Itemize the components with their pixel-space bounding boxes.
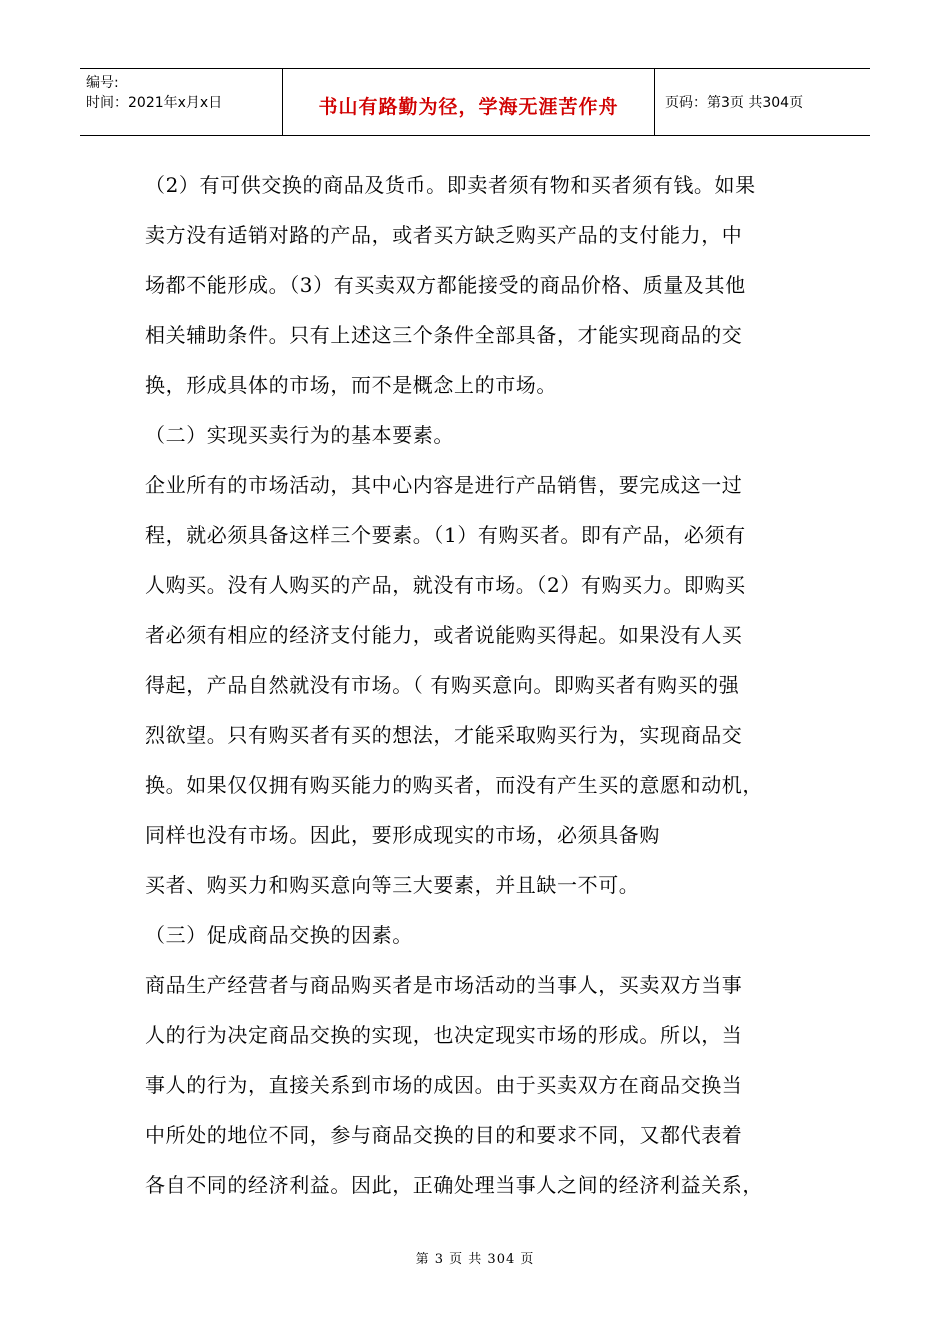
text-line: 程，就必须具备这样三个要素。（1）有购买者。即有产品，必须有: [145, 523, 746, 547]
text-line: 得起，产品自然就没有市场。（ 有购买意向。即购买者有购买的强: [145, 673, 740, 697]
text-line: 场都不能形成。（3）有买卖双方都能接受的商品价格、质量及其他: [145, 273, 746, 297]
text-line: 换，形成具体的市场，而不是概念上的市场。: [145, 373, 557, 397]
text-line: 企业所有的市场活动，其中心内容是进行产品销售，要完成这一过: [145, 473, 743, 497]
text-line: 换。如果仅仅拥有购买能力的购买者，而没有产生买的意愿和动机，: [145, 773, 763, 797]
document-date-label: 时间：2021年x月x日: [86, 95, 223, 111]
page-footer: 第 3 页 共 304 页: [415, 1252, 535, 1267]
header-page-cell: [655, 69, 870, 135]
text-line: 人购买。没有人购买的产品，就没有市场。（2）有购买力。即购买: [145, 573, 746, 597]
text-line: 者必须有相应的经济支付能力，或者说能购买得起。如果没有人买: [145, 623, 743, 647]
text-line: 人的行为决定商品交换的实现，也决定现实市场的形成。所以，当: [145, 1023, 743, 1047]
text-line: 烈欲望。只有购买者有买的想法，才能采取购买行为，实现商品交: [145, 723, 743, 747]
header-info-cell: [80, 69, 283, 135]
text-line: 事人的行为，直接关系到市场的成因。由于买卖双方在商品交换当: [145, 1073, 743, 1097]
section-heading: （三）促成商品交换的因素。: [145, 923, 413, 947]
text-line: 商品生产经营者与商品购买者是市场活动的当事人，买卖双方当事: [145, 973, 743, 997]
header-motto: 书山有路勤为径，学海无涯苦作舟: [318, 95, 619, 118]
header-page-info: 页码：第3页 共304页: [665, 95, 804, 111]
document-number-label: 编号:: [86, 75, 119, 91]
text-line: 买者、购买力和购买意向等三大要素，并且缺一不可。: [145, 873, 640, 897]
header-motto-cell: [283, 69, 655, 135]
text-line: 卖方没有适销对路的产品，或者买方缺乏购买产品的支付能力，中: [145, 223, 743, 247]
section-heading: （二）实现买卖行为的基本要素。: [145, 423, 454, 447]
text-line: 中所处的地位不同，参与商品交换的目的和要求不同，又都代表着: [145, 1123, 743, 1147]
text-line: 相关辅助条件。只有上述这三个条件全部具备，才能实现商品的交: [145, 323, 743, 347]
text-line: （2）有可供交换的商品及货币。即卖者须有物和买者须有钱。如果: [145, 173, 756, 197]
document-header: [80, 68, 870, 136]
body-text: [145, 160, 825, 1210]
text-line: 同样也没有市场。因此，要形成现实的市场，必须具备购: [145, 823, 660, 847]
text-line: 各自不同的经济利益。因此，正确处理当事人之间的经济利益关系，: [145, 1173, 763, 1197]
